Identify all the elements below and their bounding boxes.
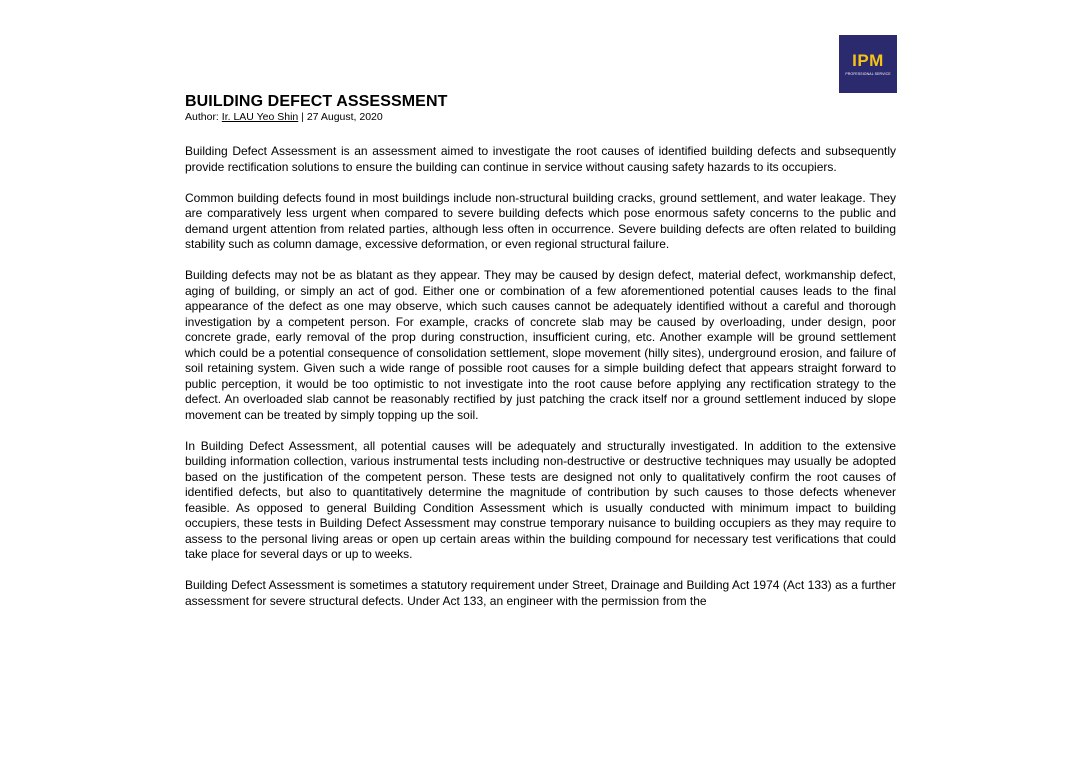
paragraph-3: Building defects may not be as blatant as they appear. They may be caused by design defect, material defect, workmanship defect, aging of building, or simply an act of god. Either one or combination of a few aforementioned potential causes leads to the final appearance of the defect as one may observe, which such causes cannot be adequately identified without a careful and thorough investigation by a competent person. For example, cracks of concrete slab may be caused by overloading, under design, poor concrete grade, early removal of the prop during construction, insufficient curing, etc. Another example will be ground settlement which could be a potential consequence of consolidation settlement, slope movement (hilly sites), underground erosion, and failure of soil retaining system. Given such a wide range of possible root causes for a simple building defect that appears straight forward to public perception, it would be too optimistic to not investigate into the root cause before applying any rectification strategy to the defect. An overloaded slab cannot be reasonably rectified by just patching the crack itself nor a ground settlement induced by slope movement can be treated by simply topping up the soil. [185, 268, 896, 422]
author-line [185, 111, 896, 124]
document-title: BUILDING DEFECT ASSESSMENT [185, 93, 448, 110]
paragraph-1: Building Defect Assessment is an assessment aimed to investigate the root causes of identified building defects and subsequently provide rectification solutions to ensure the building can continue in service without causing safety hazards to its occupiers. [185, 144, 896, 174]
company-logo [839, 35, 897, 93]
document-body [185, 93, 896, 625]
logo-mark: IPM [852, 51, 884, 70]
author-prefix: Author: [185, 111, 222, 123]
author-link[interactable]: Ir. LAU Yeo Shin [221, 111, 299, 123]
paragraph-5: Building Defect Assessment is sometimes a statutory requirement under Street, Drainage and Building Act 1974 (Act 133) as a further assessment for severe structural defects. Under Act 133, an engineer with the permission from the [185, 578, 896, 608]
paragraph-2: Common building defects found in most buildings include non-structural building cracks, ground settlement, and water leakage. They are comparatively less urgent when compared to severe building defects which pose enormous safety concerns to the public and demand urgent attention from related parties, although less often in occurrence. Severe building defects are often related to building stability such as column damage, excessive deformation, or even regional structural failure. [185, 190, 896, 251]
logo-subtitle: PROFESSIONAL SERVICE [845, 72, 891, 76]
date-separator: | [298, 111, 307, 123]
paragraph-4: In Building Defect Assessment, all potential causes will be adequately and structurally investigated. In addition to the extensive building information collection, various instrumental tests including non-destructive or destructive techniques may usually be adopted based on the justification of the competent person. These tests are designed not only to qualitatively confirm the root causes of identified defects, but also to quantitatively determine the magnitude of contribution by such causes to those defects whenever feasible. As opposed to general Building Condition Assessment which is usually conducted with minimum impact to building occupiers, these tests in Building Defect Assessment may construe temporary nuisance to building occupiers as they may require to assess to the personal living areas or open up certain areas within the building compound for necessary test verifications that could take place for several days or up to weeks. [185, 438, 896, 561]
publish-date: 27 August, 2020 [306, 111, 383, 123]
